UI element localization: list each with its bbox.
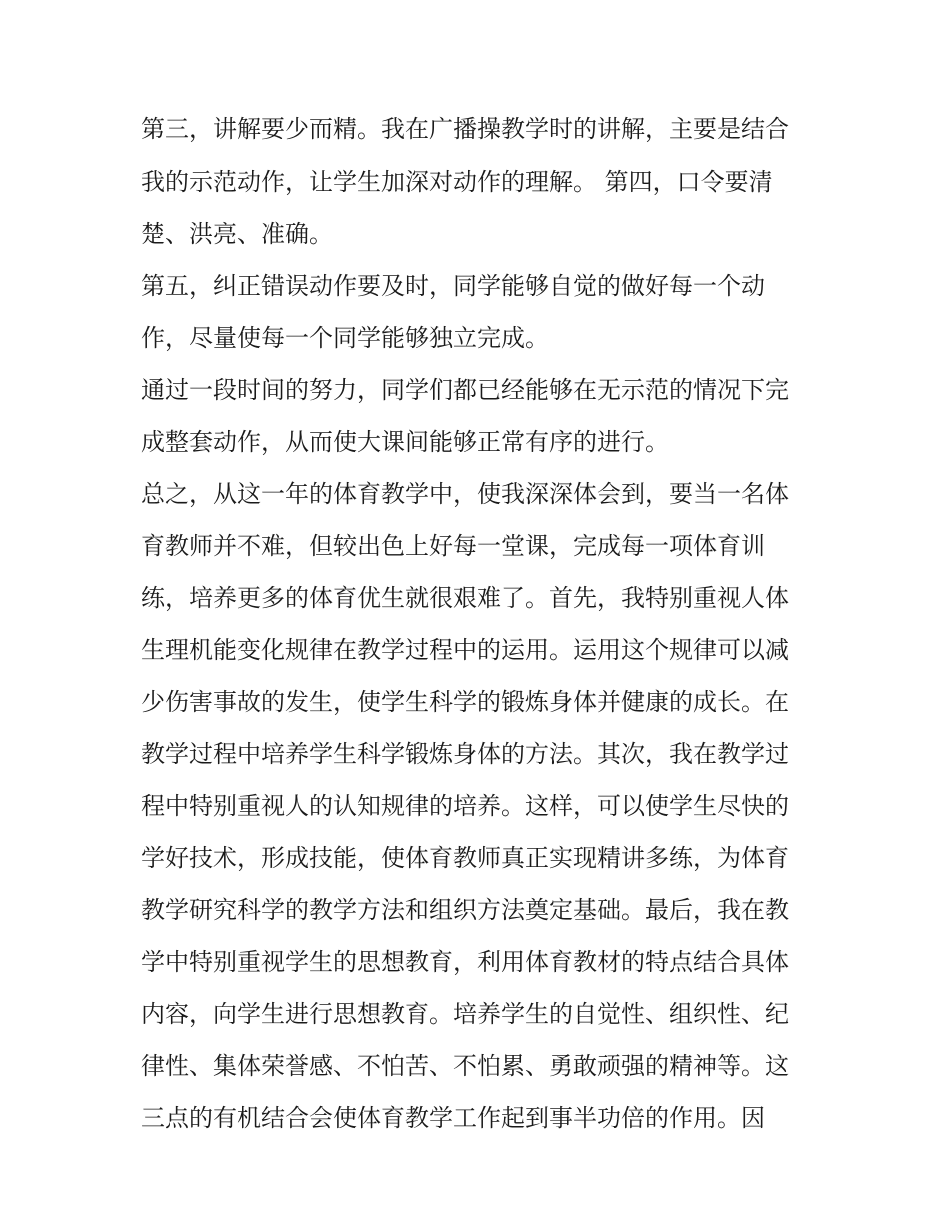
text-line: 楚、洪亮、准确。 [141,220,333,248]
text-line: 总之，从这一年的体育教学中，使我深深体会到，要当一名体 [141,480,789,508]
text-line: 练，培养更多的体育优生就很艰难了。首先，我特别重视人体 [141,584,789,612]
text-line: 教学过程中培养学生科学锻炼身体的方法。其次，我在教学过 [141,740,789,768]
text-line: 第三，讲解要少而精。我在广播操教学时的讲解，主要是结合 [141,115,789,143]
text-line: 我的示范动作，让学生加深对动作的理解。 第四，口令要清 [141,168,773,196]
text-line: 育教师并不难，但较出色上好每一堂课，完成每一项体育训 [141,532,765,560]
text-line: 通过一段时间的努力，同学们都已经能够在无示范的情况下完 [141,376,789,404]
text-line: 教学研究科学的教学方法和组织方法奠定基础。最后，我在教 [141,896,789,924]
text-line: 第五，纠正错误动作要及时，同学能够自觉的做好每一个动 [141,272,765,300]
text-line: 程中特别重视人的认知规律的培养。这样，可以使学生尽快的 [141,792,789,820]
text-line: 少伤害事故的发生，使学生科学的锻炼身体并健康的成长。在 [141,688,789,716]
text-line: 三点的有机结合会使体育教学工作起到事半功倍的作用。因 [141,1104,765,1132]
text-line: 学好技术，形成技能，使体育教师真正实现精讲多练，为体育 [141,844,789,872]
text-line: 内容，向学生进行思想教育。培养学生的自觉性、组织性、纪 [141,1000,789,1028]
text-line: 成整套动作，从而使大课间能够正常有序的进行。 [141,428,669,456]
text-line: 生理机能变化规律在教学过程中的运用。运用这个规律可以减 [141,636,789,664]
text-line: 学中特别重视学生的思想教育，利用体育教材的特点结合具体 [141,948,789,976]
text-line: 律性、集体荣誉感、不怕苦、不怕累、勇敢顽强的精神等。这 [141,1052,789,1080]
text-line: 作，尽量使每一个同学能够独立完成。 [141,324,549,352]
